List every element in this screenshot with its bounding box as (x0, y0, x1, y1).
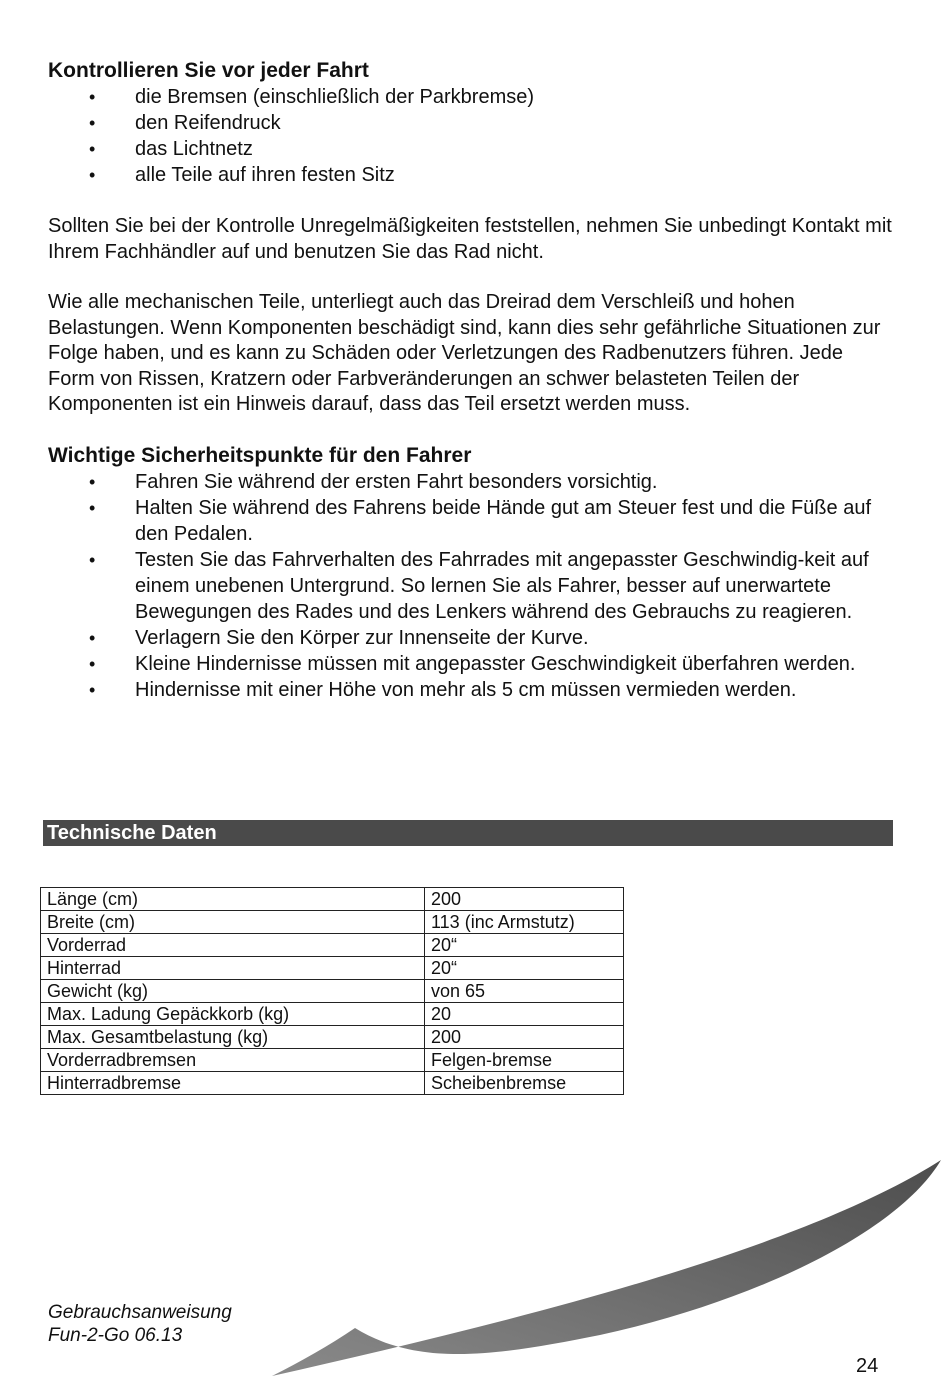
table-row (41, 1003, 624, 1026)
list-item: • Fahren Sie während der ersten Fahrt besonders vorsichtig. (89, 470, 658, 493)
table-row (41, 911, 624, 934)
spec-label: Länge (cm) (41, 888, 425, 911)
spec-value: 20“ (425, 934, 624, 957)
check-list (48, 84, 893, 188)
spec-label: Max. Gesamtbelastung (kg) (41, 1026, 425, 1049)
footer-line-manual: Gebrauchsanweisung (48, 1302, 232, 1323)
list-item: • Verlagern Sie den Körper zur Innenseite der Kurve. (89, 626, 589, 649)
spec-value: Scheibenbremse (425, 1072, 624, 1095)
spec-label: Hinterrad (41, 957, 425, 980)
page-content (48, 58, 893, 703)
bullet-icon: • (89, 627, 96, 648)
table-row (41, 1026, 624, 1049)
spec-value: 20 (425, 1003, 624, 1026)
bullet-icon: • (89, 497, 96, 518)
section-title-technical-data: Technische Daten (43, 820, 893, 846)
bullet-icon: • (89, 679, 96, 700)
bullet-icon: • (89, 113, 96, 133)
technical-data-table (40, 887, 624, 1095)
safety-list (48, 469, 893, 703)
table-row (41, 934, 624, 957)
spec-value: von 65 (425, 980, 624, 1003)
bullet-icon: • (89, 165, 96, 185)
heading-check-before-ride: Kontrollieren Sie vor jeder Fahrt (48, 59, 369, 82)
spec-value: 20“ (425, 957, 624, 980)
bullet-icon: • (89, 139, 96, 159)
bullet-icon: • (89, 471, 96, 492)
paragraph-irregularities: Sollten Sie bei der Kontrolle Unregelmäßigkeiten feststellen, nehmen Sie unbedingt Kontakt mit Ihrem Fachhändler auf und benutzen Sie das Rad nicht. (48, 215, 892, 263)
table-row (41, 957, 624, 980)
spec-value: 113 (inc Armstutz) (425, 911, 624, 934)
table-row (41, 980, 624, 1003)
spec-label: Hinterradbremse (41, 1072, 425, 1095)
spec-label: Breite (cm) (41, 911, 425, 934)
list-item: • Kleine Hindernisse müssen mit angepasster Geschwindigkeit überfahren werden. (89, 652, 856, 675)
spec-label: Max. Ladung Gepäckkorb (kg) (41, 1003, 425, 1026)
bullet-icon: • (89, 549, 96, 570)
list-item: • alle Teile auf ihren festen Sitz (89, 164, 395, 186)
bullet-icon: • (89, 653, 96, 674)
page-number: 24 (856, 1355, 879, 1377)
spec-label: Vorderradbremsen (41, 1049, 425, 1072)
table-row (41, 1072, 624, 1095)
spec-label: Gewicht (kg) (41, 980, 425, 1003)
list-item: • Halten Sie während des Fahrens beide Hände gut am Steuer fest und die Füße auf den Pedalen. (89, 496, 872, 545)
list-item: • Hindernisse mit einer Höhe von mehr als 5 cm müssen vermieden werden. (89, 678, 797, 701)
list-item: • Testen Sie das Fahrverhalten des Fahrrades mit angepasster Geschwindig-keit auf einem unebenen Untergrund. So lernen Sie als Fahrer, besser auf unerwartete Bewegungen des Rades und des Lenkers während des Gebrauchs zu reagieren. (89, 548, 869, 623)
spec-value: 200 (425, 888, 624, 911)
spec-value: 200 (425, 1026, 624, 1049)
footer-line-model: Fun-2-Go 06.13 (48, 1325, 183, 1346)
footer-doc-info (48, 1301, 232, 1347)
list-item: • das Lichtnetz (89, 138, 253, 160)
spec-value: Felgen-bremse (425, 1049, 624, 1072)
swoosh-decoration-icon (0, 1150, 950, 1383)
table-row (41, 1049, 624, 1072)
paragraph-wear: Wie alle mechanischen Teile, unterliegt auch das Dreirad dem Verschleiß und hohen Belastungen. Wenn Komponenten beschädigt sind, kann dies sehr gefährliche Situationen zur Folge haben, und es kann zu Schäden oder Verletzungen des Radbenutzers führen. Jede Form von Rissen, Kratzern oder Farbveränderungen an schwer belasteten Teilen der Komponenten ist ein Hinweis darauf, dass das Teil ersetzt werden muss. (48, 291, 881, 415)
heading-safety-points: Wichtige Sicherheitspunkte für den Fahrer (48, 443, 472, 467)
list-item: • die Bremsen (einschließlich der Parkbremse) (89, 86, 535, 108)
table-row (41, 888, 624, 911)
spec-label: Vorderrad (41, 934, 425, 957)
list-item: • den Reifendruck (89, 112, 281, 134)
bullet-icon: • (89, 87, 96, 107)
